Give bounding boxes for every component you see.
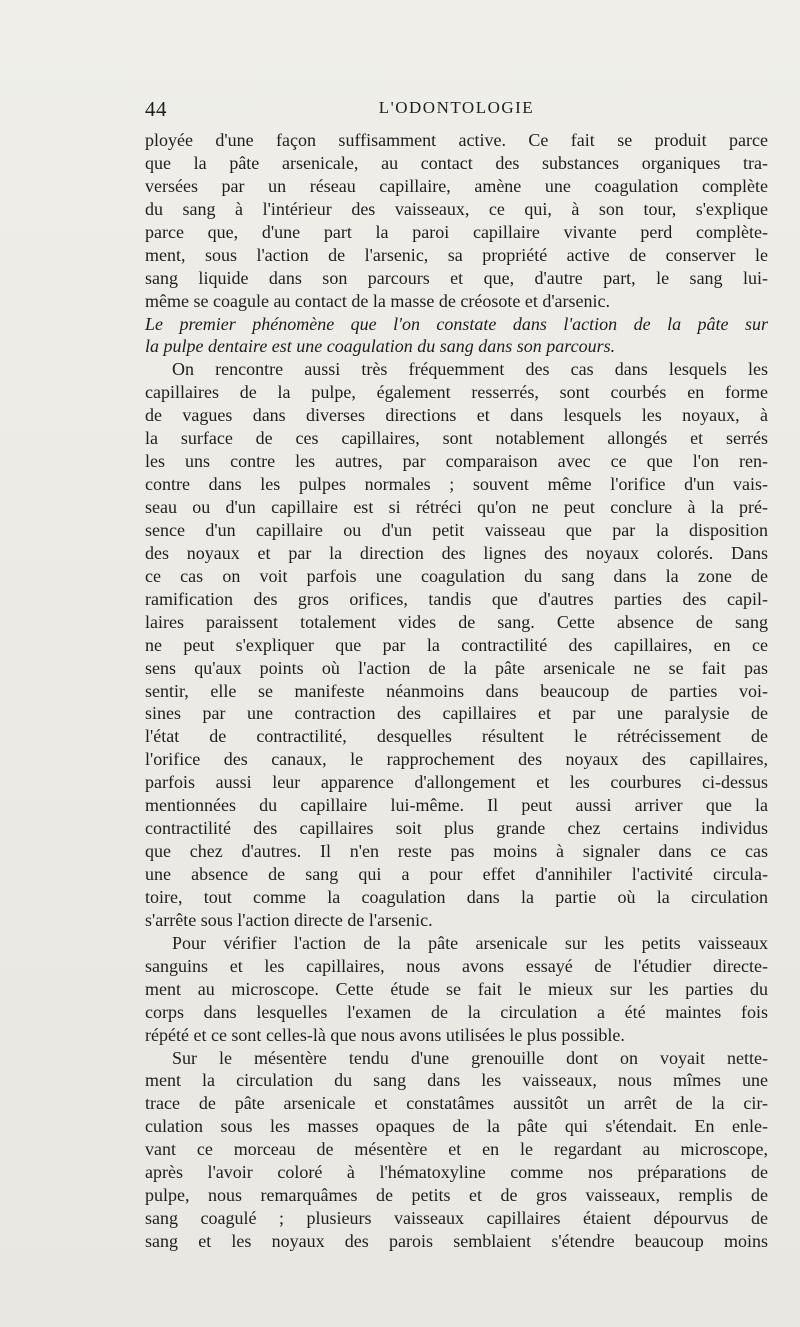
text-line: Sur le mésentère tendu d'une grenouille dont on voyait nette- [172, 1047, 768, 1068]
text-line: contractilité des capillaires soit plus grande chez certains individus [145, 818, 768, 839]
text-line: l'orifice des canaux, le rapprochement des noyaux des capillaires, [145, 749, 768, 770]
text-line: s'arrête sous l'action directe de l'arsenic. [145, 909, 433, 930]
text-line: seau ou d'un capillaire est si rétréci qu'on ne peut conclure à la pré- [145, 497, 768, 517]
text-line: sang et les noyaux des parois semblaient s'étendre beaucoup moins [145, 1231, 768, 1251]
text-line: ce cas on voit parfois une coagulation du sang dans la zone de [145, 565, 768, 586]
text-line: ment, sous l'action de l'arsenic, sa propriété active de conserver le [145, 244, 768, 265]
text-line: versées par un réseau capillaire, amène une coagulation complète [145, 175, 768, 196]
text-line: que chez d'autres. Il n'en reste pas moins à signaler dans ce cas [145, 841, 768, 862]
text-line: ment au microscope. Cette étude se fait le mieux sur les parties du [145, 978, 768, 999]
text-line: sentir, elle se manifeste néanmoins dans beaucoup de parties voi- [145, 680, 768, 701]
text-line: corps dans lesquelles l'examen de la circulation a été maintes fois [145, 1001, 768, 1022]
text-line: laires paraissent totalement vides de sang. Cette absence de sang [145, 611, 768, 632]
text-line: sang coagulé ; plusieurs vaisseaux capillaires étaient dépourvus de [145, 1208, 768, 1229]
italic-text-line: Le premier phénomène que l'on constate dans l'action de la pâte sur [145, 313, 768, 334]
text-line: culation sous les masses opaques de la pâte qui s'étendait. En enle- [145, 1116, 768, 1137]
running-head: L'ODONTOLOGIE [378, 98, 535, 117]
text-line: ployée d'une façon suffisamment active. Ce fait se produit parce [145, 130, 768, 150]
text-line: parfois aussi leur apparence d'allongement et les courbures ci-dessus [145, 772, 768, 793]
text-line: trace de pâte arsenicale et constatâmes aussitôt un arrêt de la cir- [145, 1093, 768, 1114]
text-line: pulpe, nous remarquâmes de petits et de gros vaisseaux, remplis de [145, 1185, 768, 1206]
italic-text-line: la pulpe dentaire est une coagulation du sang dans son parcours. [145, 336, 616, 357]
text-line: de vagues dans diverses directions et dans lesquels les noyaux, à [145, 405, 768, 426]
page-number: 44 [145, 97, 167, 121]
text-line: du sang à l'intérieur des vaisseaux, ce qui, à son tour, s'explique [145, 198, 768, 219]
text-line: des noyaux et par la direction des lignes des noyaux colorés. Dans [145, 542, 768, 563]
text-line: l'état de contractilité, desquelles résultent le rétrécissement de [145, 726, 768, 747]
text-line: sence d'un capillaire ou d'un petit vaisseau que par la disposition [145, 519, 768, 540]
text-line: vant ce morceau de mésentère et en le regardant au microscope, [145, 1139, 768, 1160]
text-line: Pour vérifier l'action de la pâte arsenicale sur les petits vaisseaux [172, 932, 768, 953]
text-line: capillaires de la pulpe, également resserrés, sont courbés en forme [145, 382, 768, 403]
text-line: sang liquide dans son parcours et que, d'autre part, le sang lui- [145, 267, 768, 288]
text-line: sanguins et les capillaires, nous avons essayé de l'étudier directe- [145, 955, 768, 976]
text-line: une absence de sang qui a pour effet d'annihiler l'activité circula- [145, 864, 768, 884]
text-line: ne peut s'expliquer que par la contractilité des capillaires, en ce [145, 634, 768, 655]
text-line: ramification des gros orifices, tandis que d'autres parties des capil- [145, 588, 768, 609]
text-line: parce que, d'une part la paroi capillaire vivante perd complète- [145, 221, 768, 242]
text-line: contre dans les pulpes normales ; souvent même l'orifice d'un vais- [145, 474, 768, 495]
text-line: sines par une contraction des capillaires et par une paralysie de [145, 703, 768, 724]
text-line: même se coagule au contact de la masse de créosote et d'arsenic. [145, 290, 611, 311]
text-line: les uns contre les autres, par comparaison avec ce que l'on ren- [145, 451, 768, 472]
text-line: toire, tout comme la coagulation dans la partie où la circulation [145, 886, 768, 907]
text-line: après l'avoir coloré à l'hématoxyline comme nos préparations de [145, 1162, 768, 1183]
text-line: que la pâte arsenicale, au contact des substances organiques tra- [145, 152, 768, 173]
text-line: ment la circulation du sang dans les vaisseaux, nous mîmes une [145, 1070, 768, 1091]
page-header [145, 97, 768, 125]
text-line: sens qu'aux points où l'action de la pâte arsenicale ne se fait pas [145, 657, 768, 678]
text-line: On rencontre aussi très fréquemment des cas dans lesquels les [172, 359, 768, 380]
text-line: mentionnées du capillaire lui-même. Il peut aussi arriver que la [145, 795, 768, 816]
text-line: répété et ce sont celles-là que nous avons utilisées le plus possible. [145, 1024, 625, 1045]
text-line: la surface de ces capillaires, sont notablement allongés et serrés [145, 428, 768, 449]
body-text [145, 129, 768, 1253]
